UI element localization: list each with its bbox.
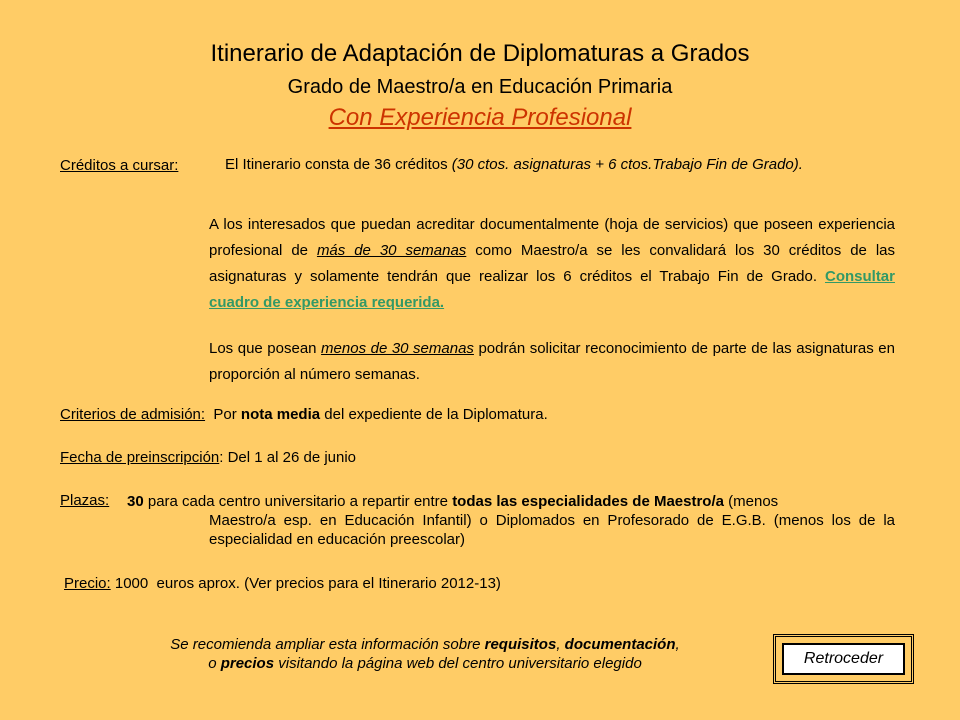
partial-recognition-paragraph: [209, 336, 895, 388]
plazas-continuation: Maestro/a esp. en Educación Infantil) o Diplomados en Profesorado de E.G.B. (menos los de la especialidad en educación preescolar): [209, 512, 895, 548]
page-title: Itinerario de Adaptación de Diplomaturas a Grados: [210, 40, 750, 67]
admission-text-b: del expediente de la Diplomatura.: [320, 406, 548, 423]
note-requisitos: requisitos: [484, 636, 557, 653]
plazas-text-b: (menos: [723, 493, 779, 510]
note-text-e: visitando la página web del centro universitario elegido: [274, 655, 642, 672]
admission-text-a: Por: [205, 406, 241, 423]
preinscription-date: [60, 449, 356, 466]
admission-bold: nota media: [240, 406, 321, 423]
plazas-text: [127, 492, 895, 511]
preinscription-label: Fecha de preinscripción: [60, 449, 220, 466]
plazas-label: Plazas:: [60, 492, 110, 509]
note-documentacion: documentación: [564, 636, 676, 653]
page-subtitle: Grado de Maestro/a en Educación Primaria: [287, 76, 673, 98]
price-line: [64, 575, 501, 592]
experience-emphasis: más de 30 semanas: [316, 242, 467, 259]
creditos-label: Créditos a cursar:: [60, 157, 179, 174]
admission-criteria: [60, 406, 548, 423]
creditos-text-a: El Itinerario consta de 36 créditos: [225, 156, 448, 173]
note-precios: precios: [220, 655, 275, 672]
experience-text-b: como Maestro/a se les convalidará los 30 créditos de las asignaturas y solamente tendrán que realizar los 6 créditos el Trabajo Fin de Grado.: [209, 242, 895, 285]
recommendation-note: [100, 635, 750, 673]
creditos-text-b: (30 ctos. asignaturas + 6 ctos.Trabajo Fin de Grado).: [451, 156, 803, 173]
creditos-text: [209, 157, 857, 173]
price-label: Precio:: [64, 575, 111, 592]
note-text-a: Se recomienda ampliar esta información sobre: [170, 636, 485, 653]
partial-emphasis: menos de 30 semanas: [321, 340, 474, 357]
plazas-bold: todas las especialidades de Maestro/a: [452, 493, 724, 510]
back-button-label: Retroceder: [782, 643, 905, 675]
admission-label: Criterios de admisión:: [60, 406, 206, 423]
price-text: 1000 euros aprox. (Ver precios para el Itinerario 2012-13): [110, 575, 501, 592]
itinerary-variant: Con Experiencia Profesional: [328, 104, 632, 131]
preinscription-text: : Del 1 al 26 de junio: [219, 449, 357, 466]
back-button[interactable]: [773, 634, 914, 684]
experience-table-link[interactable]: Consultar cuadro de experiencia requerida.: [209, 268, 895, 311]
partial-text-a: Los que posean: [209, 340, 322, 357]
note-text-d: o: [208, 655, 221, 672]
experience-text-a: A los interesados que puedan acreditar documentalmente (hoja de servicios) que poseen experiencia profesional de: [209, 216, 895, 259]
note-sep: ,: [556, 636, 565, 653]
plazas-number: 30: [127, 493, 144, 510]
experience-paragraph: [209, 212, 895, 316]
plazas-text-a: para cada centro universitario a repartir entre: [143, 493, 453, 510]
note-comma: ,: [675, 636, 680, 653]
partial-text-b: podrán solicitar reconocimiento de parte de las asignaturas en proporción al número semanas.: [209, 340, 895, 383]
